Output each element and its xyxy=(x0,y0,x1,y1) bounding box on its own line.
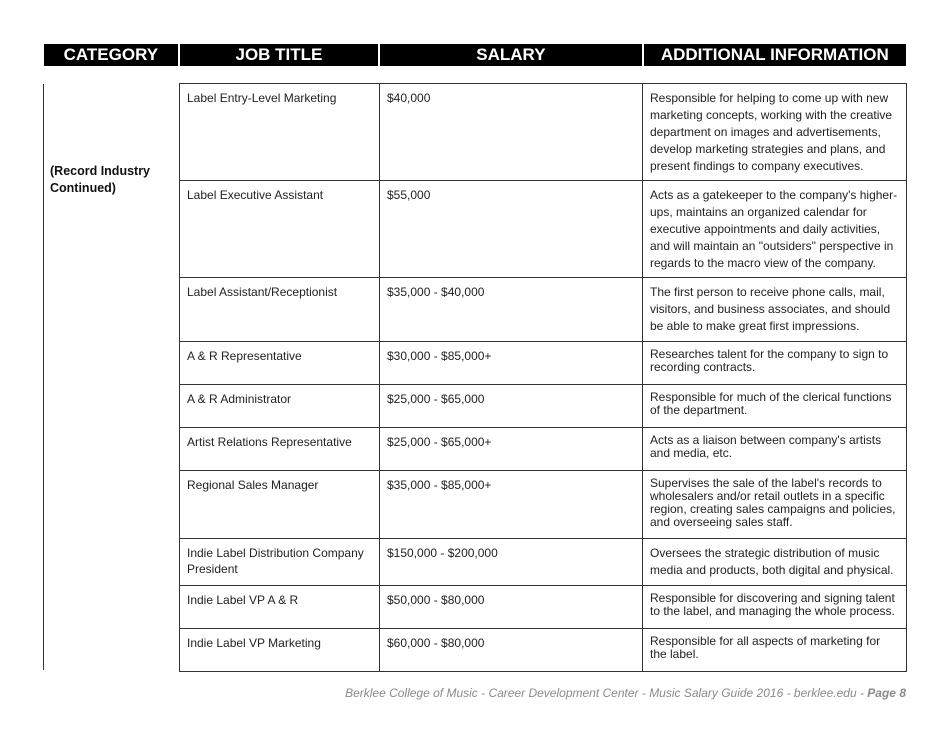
salary-cell: $25,000 - $65,000 xyxy=(380,385,643,428)
job-title-cell: Artist Relations Representative xyxy=(180,428,380,471)
header-salary: SALARY xyxy=(380,44,641,66)
job-title-cell: Label Executive Assistant xyxy=(180,181,380,278)
category-label-line2: Continued) xyxy=(50,181,116,195)
table-row xyxy=(180,629,907,672)
category-label-line1: (Record Industry xyxy=(50,164,151,178)
salary-table xyxy=(179,83,907,672)
category-label xyxy=(50,163,175,197)
table-row xyxy=(180,586,907,629)
job-title-cell: Indie Label VP Marketing xyxy=(180,629,380,672)
salary-cell: $25,000 - $65,000+ xyxy=(380,428,643,471)
table-row xyxy=(180,471,907,539)
info-cell: The first person to receive phone calls, mail, visitors, and business associates, and should be able to make great first impressions. xyxy=(643,278,907,342)
job-title-cell: Regional Sales Manager xyxy=(180,471,380,539)
info-cell: Responsible for discovering and signing talent to the label, and managing the whole process. xyxy=(643,586,907,629)
job-title-cell: Indie Label VP A & R xyxy=(180,586,380,629)
job-title-cell: Indie Label Distribution Company President xyxy=(180,539,380,586)
info-cell: Acts as a gatekeeper to the company's higher-ups, maintains an organized calendar for executive appointments and daily activities, and will maintain an "outsiders" perspective in regards to the macro view of the company. xyxy=(643,181,907,278)
job-title-cell: Label Entry-Level Marketing xyxy=(180,84,380,181)
job-title-cell: Label Assistant/Receptionist xyxy=(180,278,380,342)
header-job-title: JOB TITLE xyxy=(180,44,379,66)
table-row xyxy=(180,181,907,278)
info-cell: Supervises the sale of the label's records to wholesalers and/or retail outlets in a specific region, creating sales campaigns and policies, and overseeing sales staff. xyxy=(643,471,907,539)
category-divider xyxy=(43,84,44,670)
info-cell: Oversees the strategic distribution of music media and products, both digital and physical. xyxy=(643,539,907,586)
table-row xyxy=(180,539,907,586)
table-row xyxy=(180,385,907,428)
salary-cell: $55,000 xyxy=(380,181,643,278)
header-category: CATEGORY xyxy=(44,44,178,66)
page-number: Page 8 xyxy=(867,686,906,700)
table-row xyxy=(180,342,907,385)
footer-text: Berklee College of Music - Career Development Center - Music Salary Guide 2016 - berklee.edu - xyxy=(345,686,868,700)
info-cell: Responsible for helping to come up with new marketing concepts, working with the creative department on images and advertisements, develop marketing strategies and plans, and present findings to company executives. xyxy=(643,84,907,181)
info-cell: Responsible for all aspects of marketing for the label. xyxy=(643,629,907,672)
salary-cell: $35,000 - $85,000+ xyxy=(380,471,643,539)
table-header xyxy=(44,44,906,66)
salary-cell: $150,000 - $200,000 xyxy=(380,539,643,586)
table-row xyxy=(180,278,907,342)
table-row xyxy=(180,428,907,471)
info-cell: Responsible for much of the clerical functions of the department. xyxy=(643,385,907,428)
salary-cell: $50,000 - $80,000 xyxy=(380,586,643,629)
salary-cell: $60,000 - $80,000 xyxy=(380,629,643,672)
job-title-cell: A & R Representative xyxy=(180,342,380,385)
salary-cell: $30,000 - $85,000+ xyxy=(380,342,643,385)
job-title-cell: A & R Administrator xyxy=(180,385,380,428)
table-row xyxy=(180,84,907,181)
salary-cell: $40,000 xyxy=(380,84,643,181)
salary-cell: $35,000 - $40,000 xyxy=(380,278,643,342)
header-additional-information: ADDITIONAL INFORMATION xyxy=(644,44,906,66)
info-cell: Acts as a liaison between company's artists and media, etc. xyxy=(643,428,907,471)
info-cell: Researches talent for the company to sign to recording contracts. xyxy=(643,342,907,385)
page-footer xyxy=(345,686,906,700)
